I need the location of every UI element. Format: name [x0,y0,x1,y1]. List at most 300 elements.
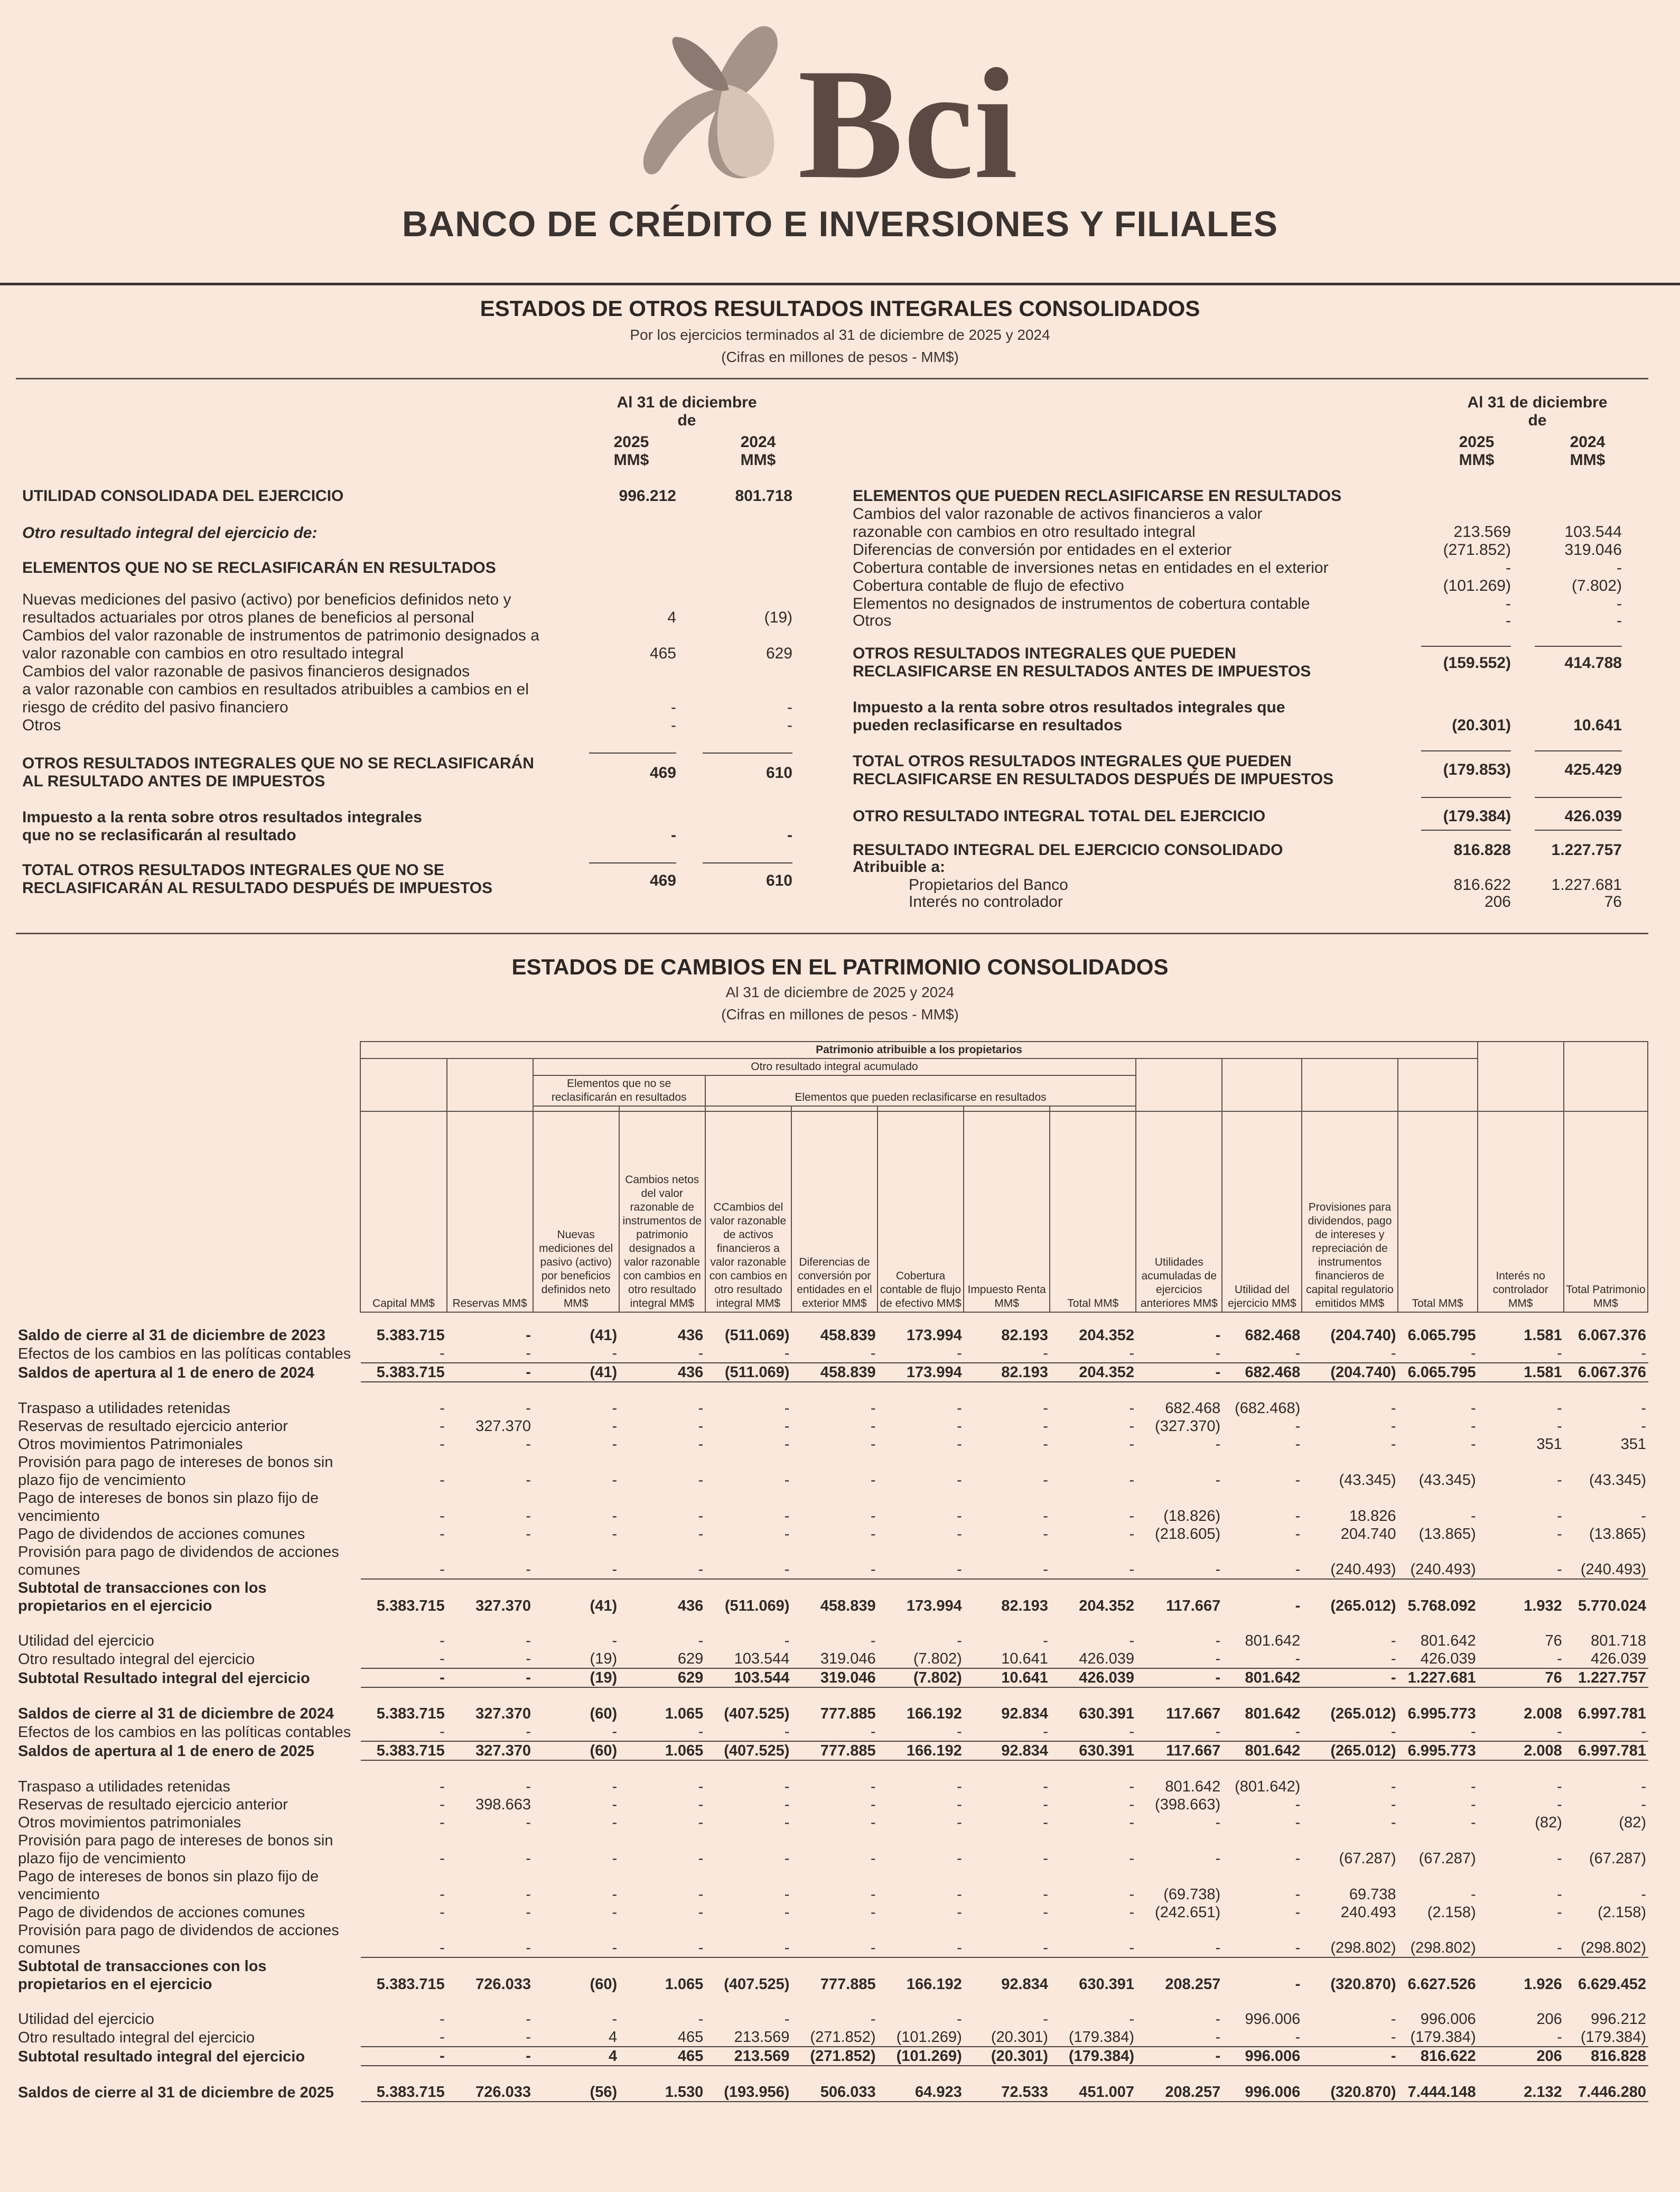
left-row-1: Nuevas mediciones del pasivo (activo) por beneficios definidos neto y resultados actuariales por otros planes de beneficios al personal [22,591,511,626]
right-total-1-2025: (159.552) [1443,654,1511,672]
cell: - [870,1814,876,1831]
cell: 206 [1536,2011,1562,2028]
cell: - [1295,1472,1301,1489]
cell: 6.995.773 [1398,1741,1478,1760]
table-row [16,1723,1648,1741]
equity-header [16,1041,1648,1313]
cell: - [1043,1778,1048,1795]
cell: - [1129,1436,1135,1453]
cell: 996.212 [1591,2011,1646,2028]
left-total-1: OTROS RESULTADOS INTEGRALES QUE NO SE RECLASIFICARÁN AL RESULTADO ANTES DE IMPUESTOS [22,755,534,790]
cell: (265.012) [1330,1705,1396,1722]
cell: (2.158) [1598,1904,1646,1921]
bci-logo [623,21,1046,190]
cell: - [1295,1508,1301,1525]
cell: (43.345) [1418,1472,1476,1489]
cell: 801.642 [1245,1632,1301,1649]
cell: - [784,2011,790,2028]
cell: - [361,1543,447,1579]
col-h-9: Utilidades acumuladas de ejercicios anteriores MM$ [1136,1111,1222,1312]
h-no-recl: Elementos que no se reclasificarán en resultados [533,1075,705,1106]
cell: - [533,1543,619,1579]
cell: - [878,1921,964,1957]
cell: (67.287) [1418,1850,1476,1867]
right-row-3: Cobertura contable de inversiones netas en entidades en el exterior [853,559,1329,577]
cell: (271.852) [791,2047,878,2066]
cell: - [1295,1886,1301,1903]
row-label: Saldos de apertura al 1 de enero de 2024 [18,1364,314,1381]
left-row-4-2024: - [787,717,792,734]
rule [1421,797,1511,798]
cell: - [957,1904,962,1921]
row-label: Subtotal de transacciones con los propietarios en el ejercicio [18,1580,267,1614]
cell: - [361,1668,447,1687]
rule [1535,646,1622,647]
cell: - [1470,1814,1476,1831]
spacer-row [16,2066,1648,2083]
cell: - [957,1850,962,1867]
header [0,0,1680,285]
utilidad-2024: 801.718 [735,487,792,505]
cell: - [698,1850,704,1867]
cell: - [1302,1668,1398,1687]
right-row-1-2025: 213.569 [1453,523,1511,541]
left-total-1-2025: 469 [649,764,676,782]
table-row [16,1868,1648,1903]
cell: (13.865) [1418,1526,1476,1543]
rule [1535,750,1622,751]
left-year-2024: 2024 [740,433,776,451]
cell: - [447,2047,533,2066]
cell: - [698,1526,704,1543]
cell: 1.581 [1478,1363,1564,1382]
cell: - [784,1632,790,1649]
cell: 630.391 [1050,1741,1136,1760]
cell: 166.192 [906,1705,962,1722]
h-ori: Otro resultado integral acumulado [533,1058,1136,1075]
right-row-6-2024: - [1617,612,1622,629]
cell: (298.802) [1398,1921,1478,1957]
table-row [16,1796,1648,1814]
cell: - [1478,1543,1564,1579]
propietarios-2024: 1.227.681 [1551,876,1622,894]
cell: - [1295,1796,1301,1813]
cell: 6.065.795 [1398,1363,1478,1382]
right-row-1: Cambios del valor razonable de activos financieros a valor razonable con cambios en otro resultado integral [853,505,1263,541]
cell: - [1222,1650,1302,1668]
cell: - [1295,1976,1301,1993]
cell: 682.468 [1165,1400,1221,1417]
cell: - [619,1344,705,1363]
cell: - [1390,1418,1396,1435]
row-label: Traspaso a utilidades retenidas [18,1400,230,1417]
cell: 6.065.795 [1407,1327,1476,1344]
cell: (407.525) [724,1976,790,1993]
cell: - [440,1886,445,1903]
cell: (20.301) [964,2047,1050,2066]
cell: - [1470,1508,1476,1525]
equity-table [16,1326,1648,2102]
cell: - [957,1814,962,1831]
cell: - [1222,1921,1302,1957]
cell: - [440,1850,445,1867]
cell: 6.995.773 [1407,1705,1476,1722]
table-row [16,2028,1648,2047]
right-total-3-2024: 425.429 [1564,761,1622,778]
cell: 682.468 [1222,1363,1302,1382]
cell: 451.007 [1050,2083,1136,2102]
cell: - [526,2011,531,2028]
col-h-4: CCambios del valor razonable de activos financieros a valor razonable con cambios en otro resultado integral MM$ [705,1111,791,1312]
cell: - [870,1850,876,1867]
cell: (56) [533,2083,619,2102]
cell: - [361,1650,447,1668]
column-headers [16,1111,1648,1312]
cell: - [440,1796,445,1813]
cell: - [1043,1472,1048,1489]
cell: 117.667 [1165,1705,1221,1722]
cell: - [1043,1436,1048,1453]
cell: 327.370 [447,1741,533,1760]
equity-subtitle: Al 31 de diciembre de 2025 y 2024 [725,984,955,1000]
right-total-5-2024: 1.227.757 [1551,841,1622,859]
col-h-8: Total MM$ [1050,1111,1136,1312]
cell: 996.006 [1222,2083,1302,2102]
cell: - [612,1418,618,1435]
col-h-14: Total Patrimonio MM$ [1564,1111,1648,1312]
cell: 426.039 [1564,1650,1648,1668]
cell: - [1557,1508,1562,1525]
cell: - [612,1400,618,1417]
cell: - [1215,1472,1221,1489]
cell: 6.997.781 [1578,1705,1646,1722]
right-row-5-2024: - [1617,595,1622,612]
cell: - [1641,1400,1646,1417]
cell: - [612,1886,618,1903]
cell: (60) [590,1976,618,1993]
cell: 6.997.781 [1564,1741,1648,1760]
cell: - [791,1543,878,1579]
cell: - [1043,1850,1048,1867]
cell: 92.834 [1001,1976,1048,1993]
cell: - [964,1921,1050,1957]
cell: 240.493 [1340,1904,1396,1921]
left-row-4-2025: - [671,717,676,734]
cell: - [1398,1723,1478,1741]
cell: 6.629.452 [1578,1976,1646,1993]
cell: - [964,1543,1050,1579]
left-row-3-2025: - [671,699,676,716]
cell: - [957,1796,962,1813]
cell: - [440,2011,445,2028]
cell: - [870,1904,876,1921]
cell: (218.605) [1155,1526,1221,1543]
table-row [16,1705,1648,1723]
cell: (407.525) [705,1741,791,1760]
equity-units: (Cifras en millones de pesos - MM$) [721,1006,959,1023]
cell: - [526,1472,531,1489]
left-year-2025: 2025 [613,433,649,451]
right-total-2-2024: 10.641 [1573,717,1622,734]
row-label: Provisión para pago de dividendos de acciones comunes [18,1544,339,1578]
cell: - [791,1344,878,1363]
cell: - [1129,1904,1135,1921]
cell: 682.468 [1245,1327,1301,1344]
cell: - [1295,1814,1301,1831]
cell: 5.383.715 [361,1741,447,1760]
cell: - [964,1344,1050,1363]
cell: - [447,1921,533,1957]
cell: - [612,1436,618,1453]
row-label: Otro resultado integral del ejercicio [18,2029,255,2046]
cell: - [619,1543,705,1579]
left-total-3: TOTAL OTROS RESULTADOS INTEGRALES QUE NO SE RECLASIFICARÁN AL RESULTADO DESPUÉS DE IMPUESTOS [22,861,493,897]
cell: - [440,1472,445,1489]
cell: (20.301) [964,2028,1050,2047]
cell: 1.065 [665,1705,704,1722]
table-row [16,1344,1648,1363]
cell: (179.384) [1564,2028,1648,2047]
cell: (298.802) [1564,1921,1648,1957]
col-h-11: Provisiones para dividendos, pago de intereses y repreciación de instrumentos financieros de capital regulatorio emitidos MM$ [1302,1111,1397,1312]
cell: 726.033 [447,2083,533,2102]
right-row-5-2025: - [1506,595,1511,612]
cell: - [440,1778,445,1795]
cell: 76 [1545,1632,1562,1649]
cell: - [1557,1904,1562,1921]
cell: - [1470,1400,1476,1417]
right-total-5: RESULTADO INTEGRAL DEL EJERCICIO CONSOLIDADO [853,841,1283,859]
table-row [16,1741,1648,1760]
cell: - [784,1904,790,1921]
cell: - [1478,1921,1564,1957]
cell: - [361,2047,447,2066]
cell: - [1050,1723,1136,1741]
left-total-3-2024: 610 [766,872,792,889]
cell: - [1470,1886,1476,1903]
cell: - [1295,1850,1301,1867]
equity-title: ESTADOS DE CAMBIOS EN EL PATRIMONIO CONSOLIDADOS [511,954,1169,979]
cell: (682.468) [1235,1400,1301,1417]
cell: 5.383.715 [376,1705,445,1722]
cell: - [698,2011,704,2028]
cell: 173.994 [906,1327,962,1344]
ori-title: ESTADOS DE OTROS RESULTADOS INTEGRALES CONSOLIDADOS [480,296,1200,321]
cell: 426.039 [1050,1650,1136,1668]
cell: - [447,1668,533,1687]
cell: (41) [590,1327,618,1344]
col-h-12: Total MM$ [1398,1111,1478,1312]
cell: - [526,1778,531,1795]
cell: - [698,1436,704,1453]
cell: - [612,1814,618,1831]
cell: - [1641,1796,1646,1813]
table-row [16,1632,1648,1650]
right-total-2: Impuesto a la renta sobre otros resultados integrales que pueden reclasificarse en resultados [853,699,1285,734]
cell: - [1129,1850,1135,1867]
cell: (298.802) [1302,1921,1398,1957]
cell: 629 [619,1650,705,1668]
divider [16,378,1648,379]
cell: 208.257 [1136,2083,1222,2102]
cell: (7.802) [878,1668,964,1687]
cell: 6.067.376 [1564,1363,1648,1382]
cell: - [533,1921,619,1957]
cell: 777.885 [820,1705,876,1722]
cell: - [1478,1650,1564,1668]
right-row-4-2024: (7.802) [1571,577,1622,595]
cell: (43.345) [1589,1472,1646,1489]
cell: - [1215,1850,1221,1867]
cell: 213.569 [705,2047,791,2066]
right-row-5: Elementos no designados de instrumentos de cobertura contable [853,595,1310,612]
cell: (265.012) [1330,1597,1396,1614]
ori-units: (Cifras en millones de pesos - MM$) [721,349,959,365]
cell: - [784,1814,790,1831]
cell: (19) [533,1650,619,1668]
cell: - [526,1850,531,1867]
left-col-head: Al 31 de diciembre de [617,394,757,429]
cell: (511.069) [705,1363,791,1382]
left-mm-2024: MM$ [740,451,776,469]
cell: - [1557,1886,1562,1903]
row-label: Pago de dividendos de acciones comunes [18,1526,305,1543]
otro-resultado-label: Otro resultado integral del ejercicio de: [22,524,318,542]
cell: - [784,1472,790,1489]
rule [703,862,792,863]
cell: - [1215,1632,1221,1649]
cell: 996.006 [1222,2047,1302,2066]
cell: - [612,1778,618,1795]
table-row [16,1543,1648,1579]
cell: 2.008 [1478,1741,1564,1760]
cell: - [870,1436,876,1453]
spacer-row [16,1687,1648,1705]
cell: - [784,1400,790,1417]
cell: (7.802) [878,1650,964,1668]
cell: 801.718 [1591,1632,1646,1649]
right-total-5-2025: 816.828 [1453,841,1511,859]
cell: 6.627.526 [1407,1976,1476,1993]
cell: - [1470,1796,1476,1813]
cell: - [1557,1796,1562,1813]
cell: 72.533 [964,2083,1050,2102]
right-row-2-2025: (271.852) [1443,541,1511,559]
cell: 426.039 [1050,1668,1136,1687]
cell: - [533,1344,619,1363]
cell: 103.544 [705,1650,791,1668]
cell: 801.642 [1222,1668,1302,1687]
cell: - [1129,1778,1135,1795]
cell: - [784,1508,790,1525]
cell: - [1302,2047,1398,2066]
rule [589,862,676,863]
cell: - [526,1526,531,1543]
cell: - [1557,1472,1562,1489]
right-mm-2024: MM$ [1570,451,1606,469]
col-h-13: Interés no controlador MM$ [1478,1111,1564,1312]
cell: - [870,1526,876,1543]
row-label: Utilidad del ejercicio [18,2011,154,2028]
left-row-4: Otros [22,717,61,734]
cell: - [957,1436,962,1453]
cell: - [1470,1418,1476,1435]
right-row-2: Diferencias de conversión por entidades en el exterior [853,541,1232,559]
cell: - [957,1778,962,1795]
left-row-2-2025: 465 [649,645,676,662]
cell: 82.193 [964,1363,1050,1382]
cell: 92.834 [1001,1705,1048,1722]
cell: 1.227.681 [1398,1668,1478,1687]
cell: 206 [1478,2047,1564,2066]
cell: (41) [590,1597,618,1614]
cell: - [1302,2028,1398,2047]
cell: - [1295,1526,1301,1543]
spacer-row [16,1382,1648,1399]
cell: - [1129,1400,1135,1417]
right-row-6-2025: - [1506,612,1511,629]
col-h-5: Diferencias de conversión por entidades en el exterior MM$ [791,1111,878,1312]
cell: 458.839 [820,1327,876,1344]
cell: 1.227.757 [1564,1668,1648,1687]
cell: 10.641 [964,1668,1050,1687]
cell: - [1390,1796,1396,1813]
cell: (18.826) [1163,1508,1221,1525]
cell: (240.493) [1564,1543,1648,1579]
row-label: Traspaso a utilidades retenidas [18,1778,230,1795]
cell: - [1302,1650,1398,1668]
cell: - [1478,1723,1564,1741]
right-row-3-2024: - [1617,559,1622,577]
row-label: Saldos de apertura al 1 de enero de 2025 [18,1743,314,1760]
cell: 319.046 [791,1650,878,1668]
cell: 166.192 [878,1741,964,1760]
cell: - [526,1632,531,1649]
cell: 64.923 [878,2083,964,2102]
row-label: Efectos de los cambios en las políticas contables [18,1724,351,1741]
table-row [16,1489,1648,1525]
cell: - [784,1796,790,1813]
cell: 5.383.715 [376,1976,445,1993]
cell: - [612,1850,618,1867]
cell: - [1564,1344,1648,1363]
row-label: Subtotal Resultado integral del ejercicio [18,1670,310,1687]
cell: - [440,1632,445,1649]
left-total-3-2025: 469 [649,872,676,889]
cell: - [1295,1436,1301,1453]
cell: 7.444.148 [1398,2083,1478,2102]
cell: - [1557,1850,1562,1867]
col-h-7: Impuesto Renta MM$ [964,1111,1050,1312]
cell: - [1478,2028,1564,2047]
cell: (60) [533,1741,619,1760]
divider [16,933,1648,934]
cell: - [1390,1814,1396,1831]
table-row [16,1417,1648,1435]
cell: - [1129,1632,1135,1649]
cell: - [1129,2011,1135,2028]
cell: (271.852) [791,2028,878,2047]
row-label: Subtotal resultado integral del ejercicio [18,2048,305,2065]
cell: - [698,1814,704,1831]
h-propietarios: Patrimonio atribuible a los propietarios [360,1042,1477,1058]
logo-text: Bci [798,36,1018,190]
cell: 465 [619,2028,705,2047]
cell: - [1043,1526,1048,1543]
cell: 1.065 [619,1741,705,1760]
cell: (242.651) [1155,1904,1221,1921]
cell: - [361,2028,447,2047]
